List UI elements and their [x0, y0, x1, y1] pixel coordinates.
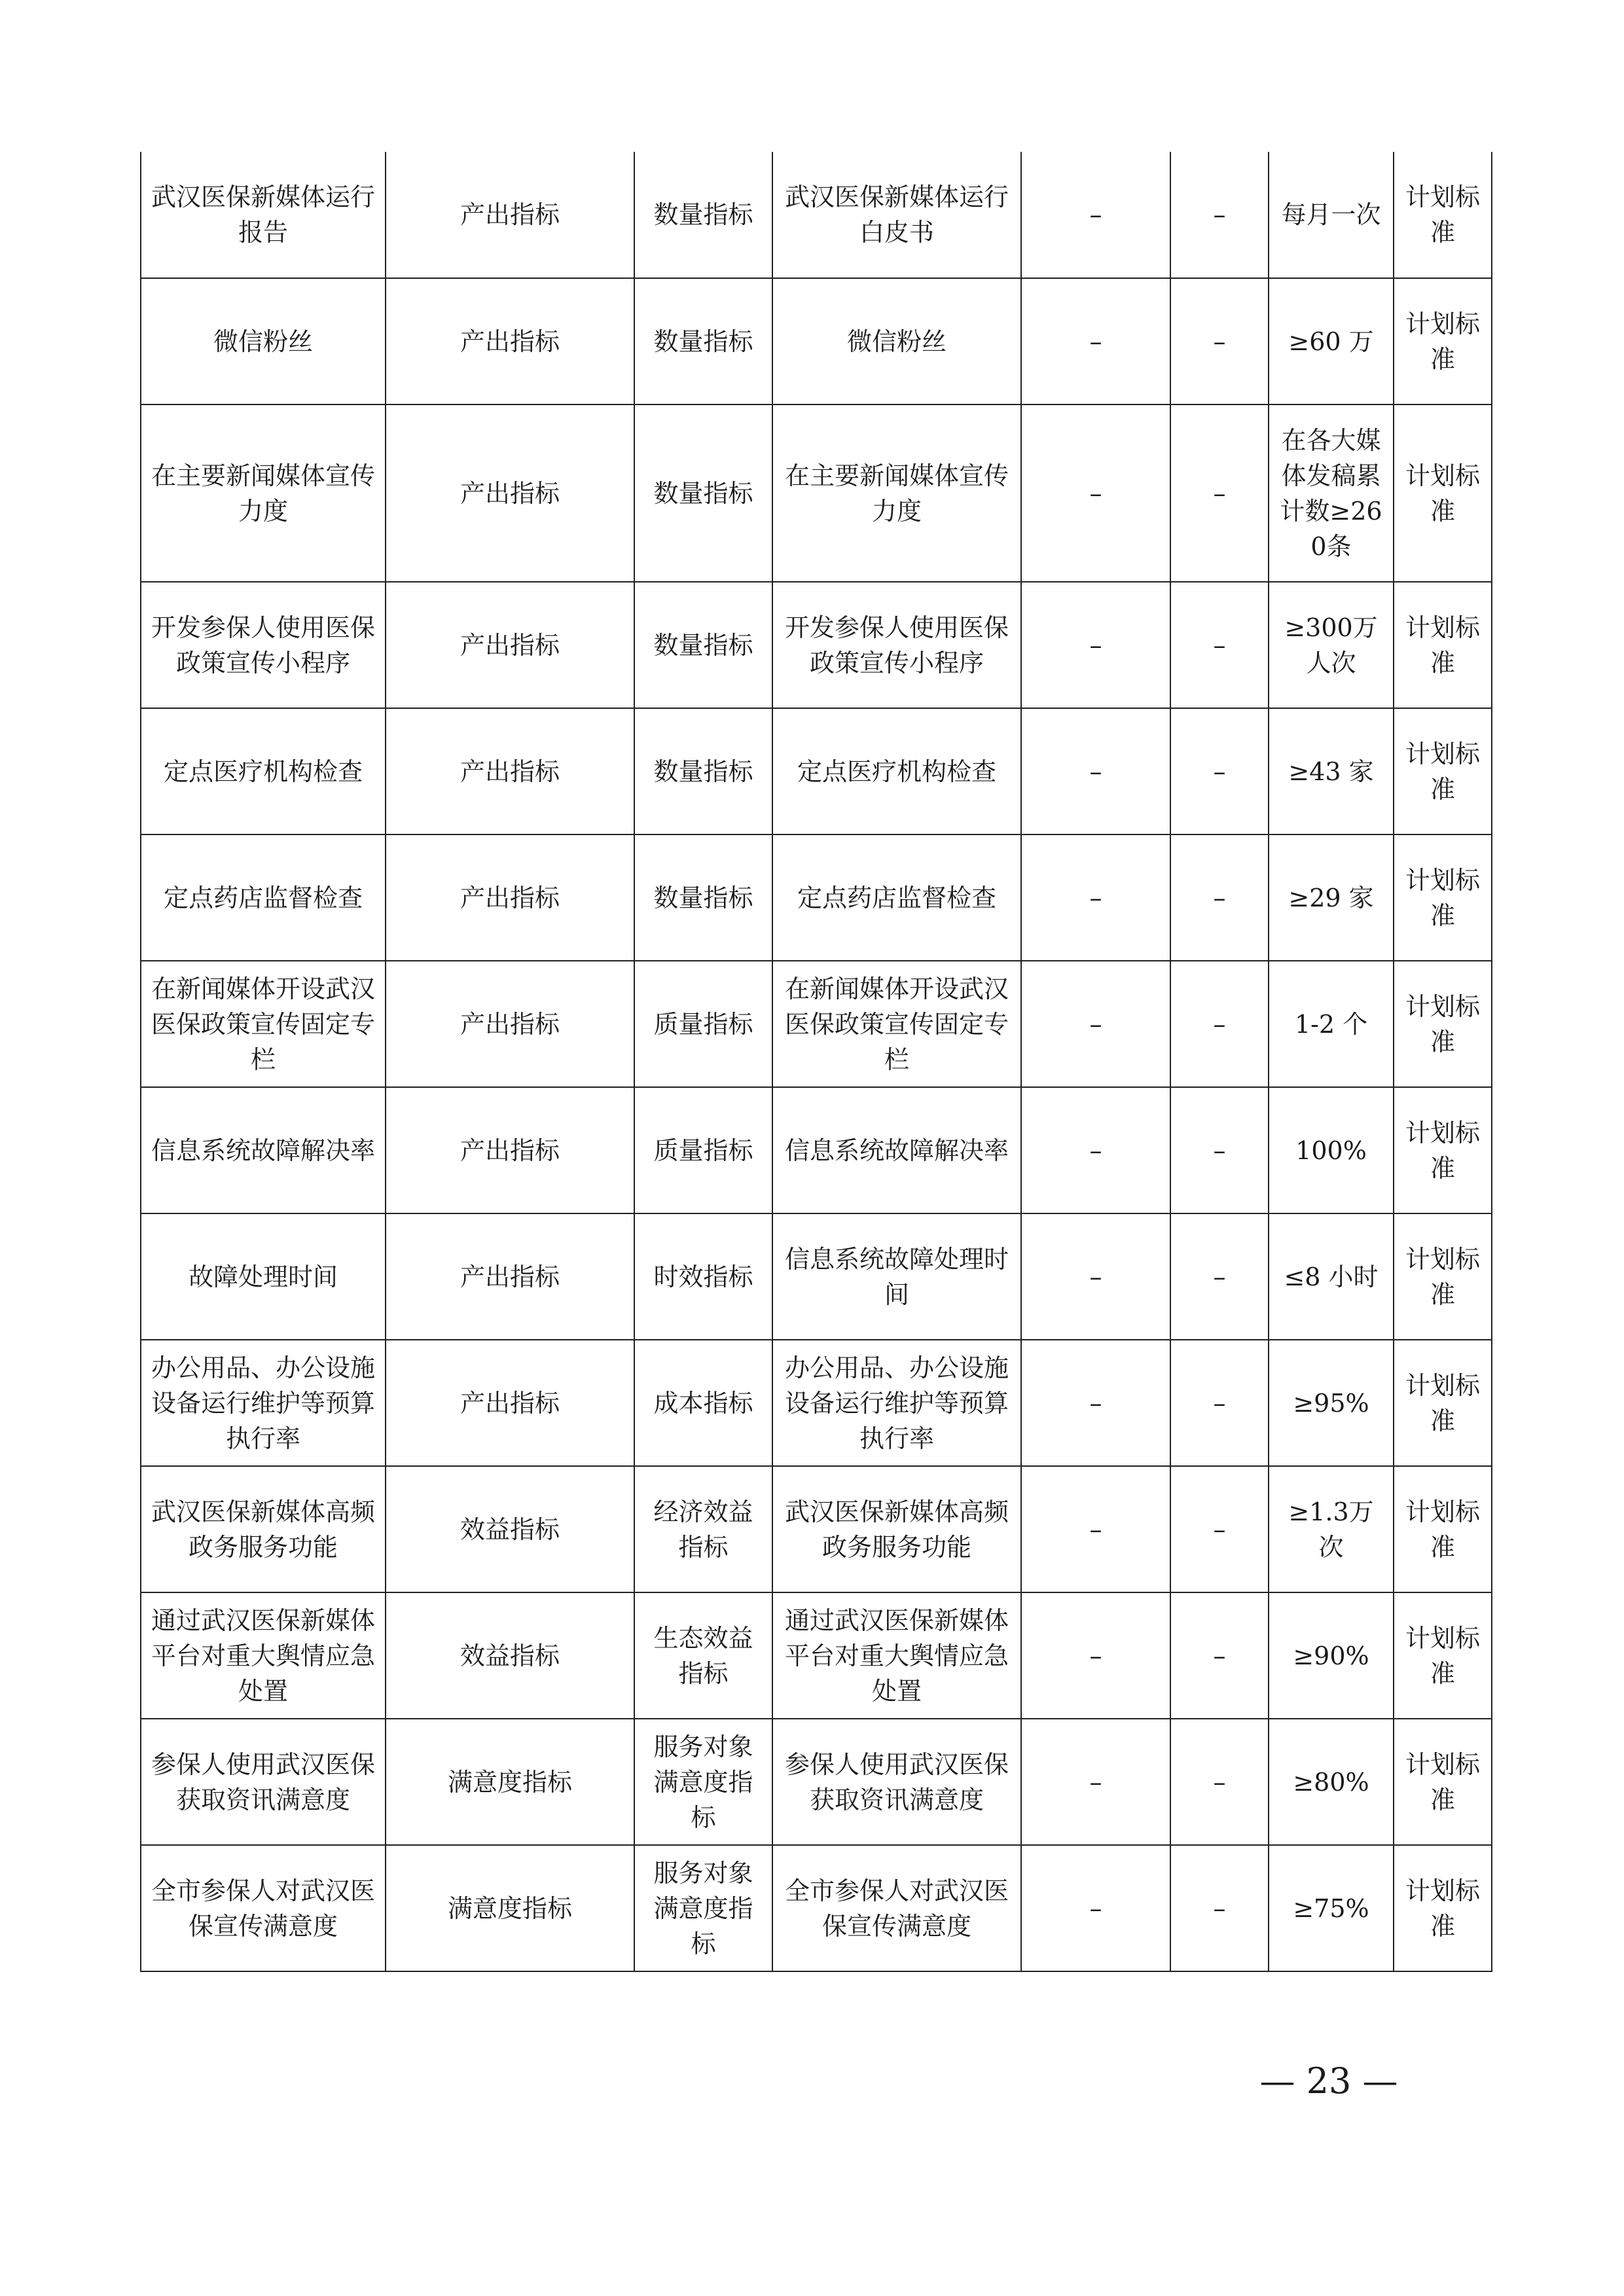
cell-tertiary-indicator: 通过武汉医保新媒体平台对重大舆情应急处置: [772, 1592, 1021, 1719]
cell-target-value: ≥300万人次: [1269, 582, 1394, 708]
cell-target-value: 100%: [1269, 1087, 1394, 1213]
cell-value-b: –: [1170, 1213, 1269, 1340]
cell-tertiary-indicator: 参保人使用武汉医保获取资讯满意度: [772, 1719, 1021, 1845]
cell-primary-indicator: 效益指标: [386, 1592, 634, 1719]
cell-value-b: –: [1170, 1087, 1269, 1213]
cell-secondary-indicator: 服务对象满意度指标: [634, 1719, 772, 1845]
cell-target-value: ≥60 万: [1269, 278, 1394, 404]
cell-secondary-indicator: 时效指标: [634, 1213, 772, 1340]
cell-primary-indicator: 效益指标: [386, 1466, 634, 1592]
table-row: [141, 961, 1492, 1087]
table-row: [141, 152, 1492, 278]
cell-primary-indicator: 产出指标: [386, 1213, 634, 1340]
cell-value-a: –: [1021, 404, 1170, 582]
table-row: [141, 1213, 1492, 1340]
cell-tertiary-indicator: 在主要新闻媒体宣传力度: [772, 404, 1021, 582]
cell-standard-basis: 计划标准: [1394, 1592, 1492, 1719]
cell-item-name: 定点药店监督检查: [141, 834, 386, 961]
cell-item-name: 武汉医保新媒体运行报告: [141, 152, 386, 278]
cell-tertiary-indicator: 定点药店监督检查: [772, 834, 1021, 961]
cell-standard-basis: 计划标准: [1394, 1087, 1492, 1213]
cell-secondary-indicator: 经济效益指标: [634, 1466, 772, 1592]
cell-value-b: –: [1170, 278, 1269, 404]
cell-value-b: –: [1170, 708, 1269, 834]
cell-secondary-indicator: 成本指标: [634, 1340, 772, 1466]
cell-item-name: 信息系统故障解决率: [141, 1087, 386, 1213]
cell-primary-indicator: 产出指标: [386, 404, 634, 582]
cell-target-value: ≤8 小时: [1269, 1213, 1394, 1340]
table-row: [141, 1719, 1492, 1845]
table-row: [141, 1087, 1492, 1213]
cell-secondary-indicator: 数量指标: [634, 834, 772, 961]
cell-secondary-indicator: 数量指标: [634, 278, 772, 404]
cell-value-a: –: [1021, 961, 1170, 1087]
cell-tertiary-indicator: 信息系统故障处理时间: [772, 1213, 1021, 1340]
cell-standard-basis: 计划标准: [1394, 1213, 1492, 1340]
cell-item-name: 在主要新闻媒体宣传力度: [141, 404, 386, 582]
cell-standard-basis: 计划标准: [1394, 834, 1492, 961]
cell-value-a: –: [1021, 1592, 1170, 1719]
cell-standard-basis: 计划标准: [1394, 1719, 1492, 1845]
cell-value-a: –: [1021, 1213, 1170, 1340]
cell-standard-basis: 计划标准: [1394, 708, 1492, 834]
cell-value-b: –: [1170, 1466, 1269, 1592]
cell-value-b: –: [1170, 961, 1269, 1087]
table-row: [141, 1845, 1492, 1971]
cell-value-a: –: [1021, 1845, 1170, 1971]
cell-tertiary-indicator: 定点医疗机构检查: [772, 708, 1021, 834]
cell-value-a: –: [1021, 1466, 1170, 1592]
cell-standard-basis: 计划标准: [1394, 152, 1492, 278]
cell-value-b: –: [1170, 1592, 1269, 1719]
table-row: [141, 1466, 1492, 1592]
cell-standard-basis: 计划标准: [1394, 1340, 1492, 1466]
cell-value-a: –: [1021, 1087, 1170, 1213]
cell-item-name: 在新闻媒体开设武汉医保政策宣传固定专栏: [141, 961, 386, 1087]
cell-value-b: –: [1170, 1340, 1269, 1466]
cell-tertiary-indicator: 武汉医保新媒体高频政务服务功能: [772, 1466, 1021, 1592]
cell-primary-indicator: 产出指标: [386, 1087, 634, 1213]
page-number: — 23 —: [1259, 2060, 1398, 2102]
cell-target-value: 1-2 个: [1269, 961, 1394, 1087]
cell-secondary-indicator: 数量指标: [634, 708, 772, 834]
cell-tertiary-indicator: 全市参保人对武汉医保宣传满意度: [772, 1845, 1021, 1971]
cell-standard-basis: 计划标准: [1394, 1845, 1492, 1971]
cell-item-name: 武汉医保新媒体高频政务服务功能: [141, 1466, 386, 1592]
cell-value-a: –: [1021, 1719, 1170, 1845]
table-row: [141, 1340, 1492, 1466]
cell-value-b: –: [1170, 834, 1269, 961]
cell-target-value: ≥90%: [1269, 1592, 1394, 1719]
cell-secondary-indicator: 生态效益指标: [634, 1592, 772, 1719]
cell-tertiary-indicator: 办公用品、办公设施设备运行维护等预算执行率: [772, 1340, 1021, 1466]
cell-tertiary-indicator: 在新闻媒体开设武汉医保政策宣传固定专栏: [772, 961, 1021, 1087]
cell-secondary-indicator: 数量指标: [634, 152, 772, 278]
cell-value-b: –: [1170, 1845, 1269, 1971]
cell-target-value: 在各大媒体发稿累计数≥260条: [1269, 404, 1394, 582]
table-row: [141, 834, 1492, 961]
cell-value-a: –: [1021, 582, 1170, 708]
cell-secondary-indicator: 服务对象满意度指标: [634, 1845, 772, 1971]
table-row: [141, 278, 1492, 404]
cell-standard-basis: 计划标准: [1394, 278, 1492, 404]
cell-value-b: –: [1170, 152, 1269, 278]
cell-item-name: 通过武汉医保新媒体平台对重大舆情应急处置: [141, 1592, 386, 1719]
cell-primary-indicator: 产出指标: [386, 1340, 634, 1466]
cell-value-a: –: [1021, 278, 1170, 404]
cell-primary-indicator: 满意度指标: [386, 1845, 634, 1971]
cell-value-a: –: [1021, 1340, 1170, 1466]
cell-target-value: ≥95%: [1269, 1340, 1394, 1466]
cell-target-value: 每月一次: [1269, 152, 1394, 278]
cell-target-value: ≥75%: [1269, 1845, 1394, 1971]
table-row: [141, 404, 1492, 582]
cell-primary-indicator: 产出指标: [386, 152, 634, 278]
table-row: [141, 1592, 1492, 1719]
cell-item-name: 微信粉丝: [141, 278, 386, 404]
cell-secondary-indicator: 数量指标: [634, 404, 772, 582]
cell-standard-basis: 计划标准: [1394, 1466, 1492, 1592]
cell-value-b: –: [1170, 582, 1269, 708]
cell-tertiary-indicator: 信息系统故障解决率: [772, 1087, 1021, 1213]
cell-item-name: 故障处理时间: [141, 1213, 386, 1340]
cell-secondary-indicator: 质量指标: [634, 961, 772, 1087]
cell-target-value: ≥1.3万次: [1269, 1466, 1394, 1592]
cell-target-value: ≥80%: [1269, 1719, 1394, 1845]
cell-value-a: –: [1021, 152, 1170, 278]
cell-item-name: 全市参保人对武汉医保宣传满意度: [141, 1845, 386, 1971]
cell-tertiary-indicator: 武汉医保新媒体运行白皮书: [772, 152, 1021, 278]
cell-primary-indicator: 产出指标: [386, 961, 634, 1087]
cell-item-name: 办公用品、办公设施设备运行维护等预算执行率: [141, 1340, 386, 1466]
cell-value-b: –: [1170, 404, 1269, 582]
table-row: [141, 708, 1492, 834]
cell-primary-indicator: 产出指标: [386, 708, 634, 834]
cell-item-name: 定点医疗机构检查: [141, 708, 386, 834]
cell-target-value: ≥43 家: [1269, 708, 1394, 834]
cell-value-a: –: [1021, 834, 1170, 961]
cell-primary-indicator: 产出指标: [386, 834, 634, 961]
cell-standard-basis: 计划标准: [1394, 961, 1492, 1087]
cell-standard-basis: 计划标准: [1394, 404, 1492, 582]
cell-item-name: 参保人使用武汉医保获取资讯满意度: [141, 1719, 386, 1845]
cell-primary-indicator: 产出指标: [386, 278, 634, 404]
cell-tertiary-indicator: 开发参保人使用医保政策宣传小程序: [772, 582, 1021, 708]
cell-standard-basis: 计划标准: [1394, 582, 1492, 708]
cell-secondary-indicator: 质量指标: [634, 1087, 772, 1213]
performance-indicator-table: [140, 152, 1492, 1972]
cell-tertiary-indicator: 微信粉丝: [772, 278, 1021, 404]
cell-value-b: –: [1170, 1719, 1269, 1845]
cell-item-name: 开发参保人使用医保政策宣传小程序: [141, 582, 386, 708]
table-row: [141, 582, 1492, 708]
cell-value-a: –: [1021, 708, 1170, 834]
cell-primary-indicator: 满意度指标: [386, 1719, 634, 1845]
cell-primary-indicator: 产出指标: [386, 582, 634, 708]
cell-target-value: ≥29 家: [1269, 834, 1394, 961]
cell-secondary-indicator: 数量指标: [634, 582, 772, 708]
